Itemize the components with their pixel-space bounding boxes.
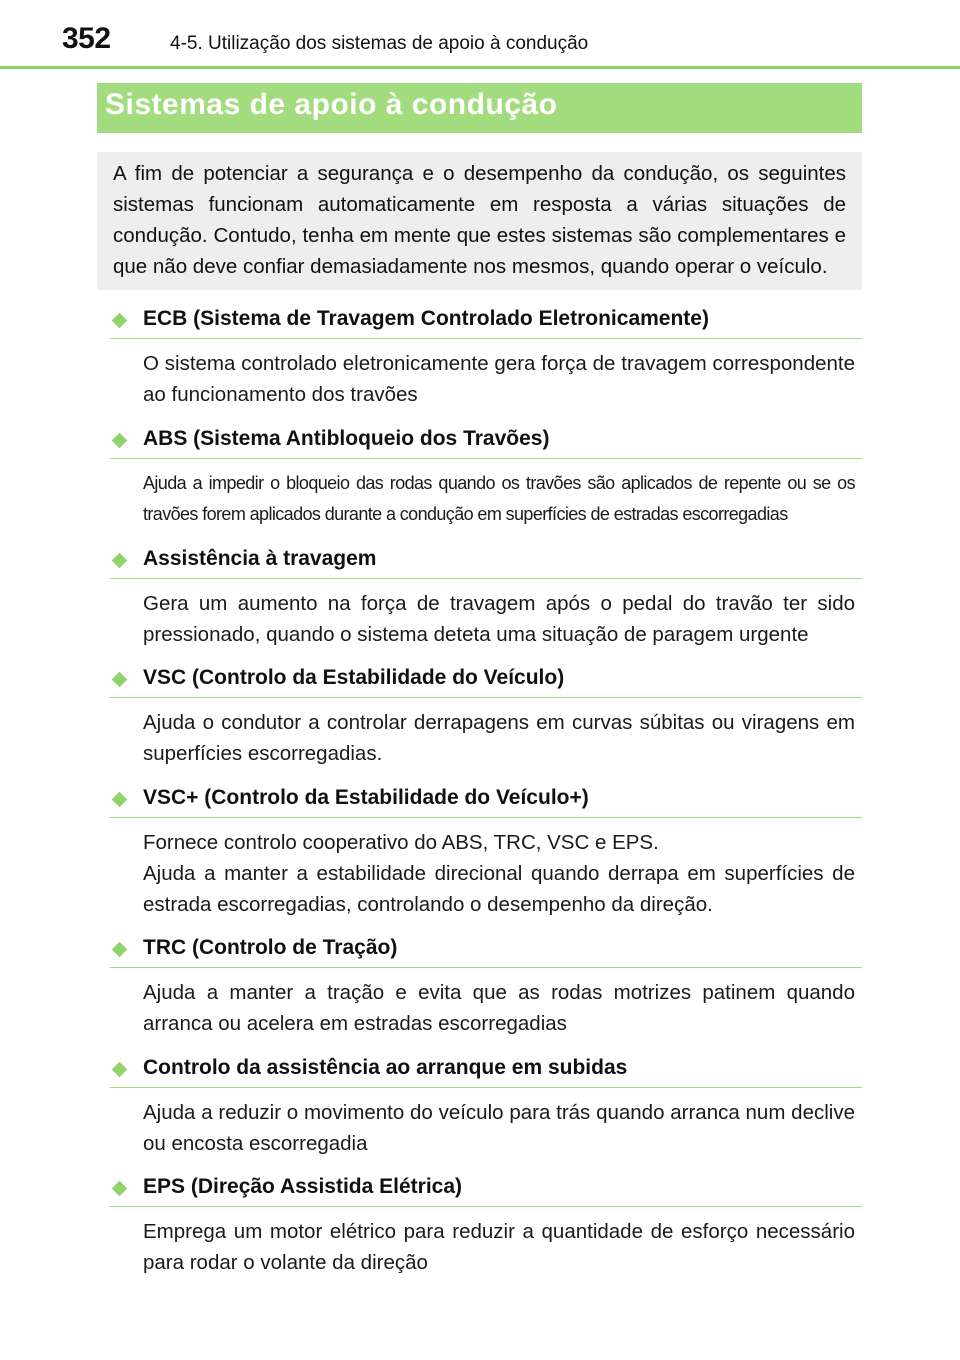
intro-box [97, 152, 862, 290]
intro-text: A fim de potenciar a segurança e o desempenho da condução, os seguintes sistemas funcionam automaticamente em resposta a várias situações de condução. Contudo, tenha em mente que estes sistemas são complementares e que não deve confiar demasiadamente nos mesmos, quando operar o veículo. [113, 162, 846, 278]
item-vsc-plus [110, 785, 862, 920]
diamond-bullet-icon [112, 1181, 128, 1197]
item-description-line: Ajuda a manter a estabilidade direcional quando derrapa em superfícies de estrada escorregadias, controlando o desempenho da direção. [143, 862, 855, 916]
item-title: Assistência à travagem [143, 547, 377, 570]
diamond-bullet-icon [112, 672, 128, 688]
item-ecb [110, 306, 862, 410]
diamond-bullet-icon [112, 942, 128, 958]
item-vsc [110, 665, 862, 769]
item-heading [110, 1055, 862, 1088]
diamond-bullet-icon [112, 1062, 128, 1078]
item-heading [110, 426, 862, 459]
item-title: VSC+ (Controlo da Estabilidade do Veículo+) [143, 786, 589, 809]
item-description: Ajuda a reduzir o movimento do veículo para trás quando arranca num declive ou encosta escorregadia [143, 1101, 855, 1155]
item-title: Controlo da assistência ao arranque em subidas [143, 1056, 628, 1079]
item-description [143, 827, 855, 920]
item-description: Emprega um motor elétrico para reduzir a quantidade de esforço necessário para rodar o volante da direção [143, 1220, 855, 1274]
section-title-bar [97, 83, 862, 133]
section-title: Sistemas de apoio à condução [105, 88, 558, 121]
item-heading [110, 935, 862, 968]
item-description: Ajuda a manter a tração e evita que as rodas motrizes patinem quando arranca ou acelera em estradas escorregadias [143, 981, 855, 1035]
item-title: ECB (Sistema de Travagem Controlado Eletronicamente) [143, 307, 709, 330]
item-title: VSC (Controlo da Estabilidade do Veículo) [143, 666, 565, 689]
page-header [0, 0, 960, 69]
item-hill-start-assist [110, 1055, 862, 1159]
item-title: EPS (Direção Assistida Elétrica) [143, 1175, 463, 1198]
item-title: TRC (Controlo de Tração) [143, 936, 398, 959]
item-title: ABS (Sistema Antibloqueio dos Travões) [143, 427, 550, 450]
section-reference: 4-5. Utilização dos sistemas de apoio à condução [170, 33, 589, 54]
item-heading [110, 785, 862, 818]
item-description: Ajuda o condutor a controlar derrapagens em curvas súbitas ou viragens em superfícies escorregadias. [143, 711, 855, 765]
page-number: 352 [62, 22, 111, 55]
item-brake-assist [110, 546, 862, 650]
item-description: O sistema controlado eletronicamente gera força de travagem correspondente ao funcionamento dos travões [143, 352, 855, 406]
item-heading [110, 546, 862, 579]
item-description-line: Fornece controlo cooperativo do ABS, TRC, VSC e EPS. [143, 831, 659, 854]
item-description: Ajuda a impedir o bloqueio das rodas quando os travões são aplicados de repente ou se os travões forem aplicados durante a condução em superfícies de estradas escorregadias [143, 473, 855, 524]
item-heading [110, 665, 862, 698]
item-trc [110, 935, 862, 1039]
item-description: Gera um aumento na força de travagem após o pedal do travão ter sido pressionado, quando o sistema deteta uma situação de paragem urgente [143, 592, 855, 646]
diamond-bullet-icon [112, 313, 128, 329]
item-heading [110, 306, 862, 339]
diamond-bullet-icon [112, 553, 128, 569]
item-heading [110, 1174, 862, 1207]
diamond-bullet-icon [112, 792, 128, 808]
item-abs [110, 426, 862, 530]
diamond-bullet-icon [112, 433, 128, 449]
item-eps [110, 1174, 862, 1278]
